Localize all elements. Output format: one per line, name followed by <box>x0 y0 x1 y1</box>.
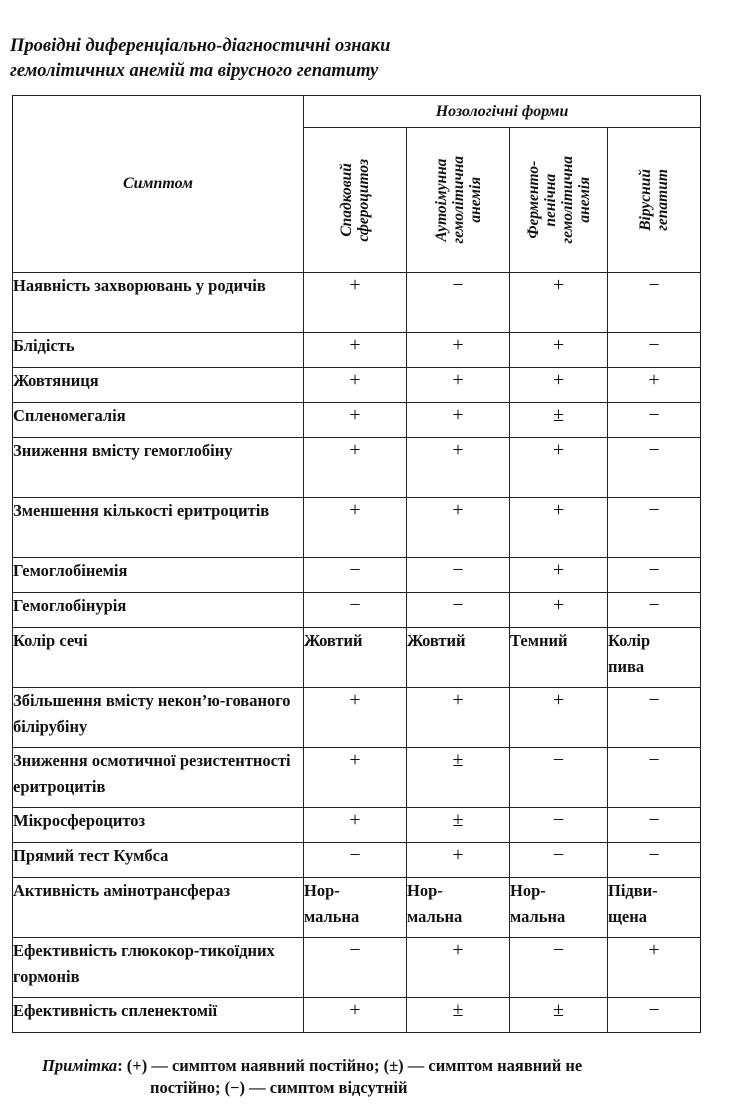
value-cell: Підви- щена <box>608 878 701 938</box>
value-cell: − <box>304 593 407 628</box>
column-header-4-text: Вірусний гепатит <box>637 169 672 231</box>
value-cell: + <box>510 438 608 498</box>
table-row <box>13 843 701 878</box>
value-cell: − <box>608 333 701 368</box>
footnote-text-1: : (+) — симптом наявний постійно; (±) — симптом наявний не <box>117 1056 583 1075</box>
symptom-cell: Мікросфероцитоз <box>13 808 304 843</box>
value-cell: + <box>510 273 608 333</box>
value-cell: + <box>304 368 407 403</box>
symptom-cell: Блідість <box>13 333 304 368</box>
table-row <box>13 333 701 368</box>
value-cell: − <box>304 843 407 878</box>
table-row <box>13 998 701 1033</box>
value-cell: + <box>304 688 407 748</box>
value-cell: − <box>608 748 701 808</box>
value-cell: + <box>407 688 510 748</box>
value-cell: − <box>510 938 608 998</box>
value-cell: + <box>510 593 608 628</box>
footnote-line-1 <box>42 1055 722 1077</box>
column-header-3-text: Ферменто- пенічна гемолітична анемія <box>524 156 593 244</box>
header-row-1 <box>13 96 701 128</box>
value-cell: + <box>510 333 608 368</box>
value-cell: Жовтий <box>304 628 407 688</box>
value-cell: ± <box>407 748 510 808</box>
footnote <box>42 1055 722 1099</box>
table-row <box>13 368 701 403</box>
column-header-3 <box>510 128 608 273</box>
value-cell: − <box>304 938 407 998</box>
value-cell: + <box>304 333 407 368</box>
table-row <box>13 938 701 998</box>
symptom-cell: Зниження осмотичної резистентності еритроцитів <box>13 748 304 808</box>
value-cell: − <box>407 273 510 333</box>
value-cell: − <box>608 688 701 748</box>
value-cell: + <box>510 368 608 403</box>
value-cell: + <box>304 273 407 333</box>
value-cell: + <box>304 748 407 808</box>
footnote-line-2: постійно; (−) — симптом відсутній <box>150 1078 408 1097</box>
title-line-1: Провідні диференціально-діагностичні ознаки <box>10 36 391 56</box>
value-cell: − <box>608 403 701 438</box>
value-cell: + <box>304 998 407 1033</box>
value-cell: + <box>407 843 510 878</box>
value-cell: + <box>407 368 510 403</box>
symptom-cell: Колір сечі <box>13 628 304 688</box>
table-row <box>13 748 701 808</box>
differential-table <box>12 95 701 1033</box>
value-cell: Темний <box>510 628 608 688</box>
symptom-cell: Ефективність глюкокор-тикоїдних гормонів <box>13 938 304 998</box>
table-row <box>13 438 701 498</box>
value-cell: Нор- мальна <box>304 878 407 938</box>
value-cell: + <box>510 688 608 748</box>
symptom-cell: Спленомегалія <box>13 403 304 438</box>
symptom-cell: Активність амінотрансфераз <box>13 878 304 938</box>
table-row <box>13 593 701 628</box>
value-cell: + <box>407 498 510 558</box>
value-cell: + <box>608 938 701 998</box>
value-cell: ± <box>510 403 608 438</box>
value-cell: − <box>608 998 701 1033</box>
document-title <box>10 34 710 84</box>
value-cell: − <box>608 558 701 593</box>
column-header-2-text: Аутоімунна гемолітична анемія <box>432 156 484 244</box>
value-cell: Нор- мальна <box>510 878 608 938</box>
symptom-cell: Жовтяниця <box>13 368 304 403</box>
value-cell: + <box>510 498 608 558</box>
value-cell: + <box>304 438 407 498</box>
table-row <box>13 403 701 438</box>
value-cell: ± <box>407 808 510 843</box>
value-cell: Жовтий <box>407 628 510 688</box>
value-cell: − <box>608 593 701 628</box>
footnote-label: Примітка <box>42 1056 118 1075</box>
value-cell: − <box>608 843 701 878</box>
table-row <box>13 688 701 748</box>
table-body <box>13 273 701 1033</box>
value-cell: − <box>304 558 407 593</box>
column-header-4 <box>608 128 701 273</box>
value-cell: − <box>510 808 608 843</box>
value-cell: − <box>608 808 701 843</box>
column-header-1-text: Спадковий сфероцитоз <box>338 158 372 242</box>
value-cell: Нор- мальна <box>407 878 510 938</box>
value-cell: + <box>304 808 407 843</box>
table-row <box>13 558 701 593</box>
symptom-cell: Наявність захворювань у родичів <box>13 273 304 333</box>
symptom-cell: Зниження вмісту гемоглобіну <box>13 438 304 498</box>
symptom-cell: Гемоглобінемія <box>13 558 304 593</box>
symptom-cell: Ефективність спленектомії <box>13 998 304 1033</box>
value-cell: ± <box>407 998 510 1033</box>
table-row <box>13 878 701 938</box>
table-row <box>13 273 701 333</box>
column-header-2 <box>407 128 510 273</box>
value-cell: − <box>407 593 510 628</box>
nosology-header: Нозологічні форми <box>304 96 701 128</box>
symptom-header: Симптом <box>13 96 304 273</box>
value-cell: − <box>510 843 608 878</box>
value-cell: + <box>407 438 510 498</box>
symptom-cell: Прямий тест Кумбса <box>13 843 304 878</box>
table-row <box>13 808 701 843</box>
table-row <box>13 498 701 558</box>
title-line-2: гемолітичних анемій та вірусного гепатиту <box>10 61 379 81</box>
value-cell: + <box>608 368 701 403</box>
symptom-cell: Збільшення вмісту некон’ю-гованого білірубіну <box>13 688 304 748</box>
value-cell: + <box>510 558 608 593</box>
value-cell: − <box>608 273 701 333</box>
value-cell: − <box>608 498 701 558</box>
value-cell: + <box>407 333 510 368</box>
value-cell: ± <box>510 998 608 1033</box>
value-cell: + <box>407 403 510 438</box>
value-cell: + <box>304 498 407 558</box>
value-cell: − <box>407 558 510 593</box>
column-header-1 <box>304 128 407 273</box>
value-cell: − <box>510 748 608 808</box>
value-cell: − <box>608 438 701 498</box>
value-cell: Колір пива <box>608 628 701 688</box>
symptom-cell: Зменшення кількості еритроцитів <box>13 498 304 558</box>
table-row <box>13 628 701 688</box>
value-cell: + <box>304 403 407 438</box>
value-cell: + <box>407 938 510 998</box>
symptom-cell: Гемоглобінурія <box>13 593 304 628</box>
